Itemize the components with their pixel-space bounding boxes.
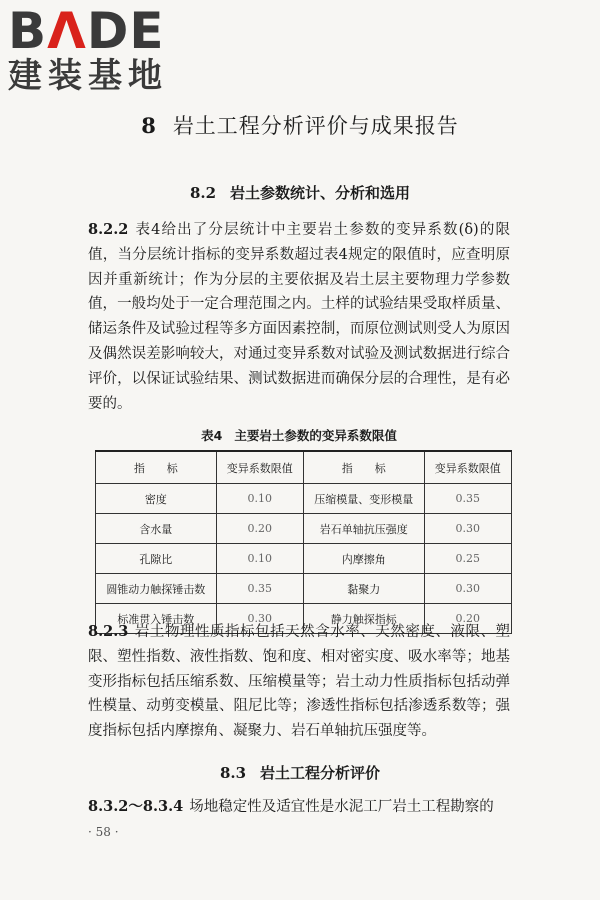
table-cell: 0.30	[424, 514, 511, 544]
section-heading-8-2	[0, 182, 600, 203]
table-cell: 黏聚力	[303, 574, 424, 604]
table-cell: 标准贯入锤击数	[96, 604, 217, 634]
table-number: 表4	[201, 428, 223, 443]
table-title: 主要岩土参数的变异系数限值	[234, 428, 397, 443]
table-cell: 含水量	[96, 514, 217, 544]
clause-number: 8.2.3	[88, 623, 129, 640]
chapter-number: 8	[141, 113, 157, 138]
table-header-cell: 指 标	[303, 451, 424, 484]
table-cell: 内摩擦角	[303, 544, 424, 574]
chapter-title-text: 岩土工程分析评价与成果报告	[172, 114, 459, 138]
bade-logo	[8, 4, 178, 96]
table-cell: 0.10	[216, 484, 303, 514]
paragraph-8-3-2	[88, 795, 510, 820]
table-cell: 0.20	[424, 604, 511, 634]
table-cell: 圆锥动力触探锤击数	[96, 574, 217, 604]
section-heading-8-3	[0, 762, 600, 783]
table-row	[96, 574, 512, 604]
table-cell: 岩石单轴抗压强度	[303, 514, 424, 544]
table-cell: 静力触探指标	[303, 604, 424, 634]
section-title: 岩土参数统计、分析和选用	[230, 184, 411, 202]
section-number: 8.3	[219, 764, 247, 782]
table-header-cell: 变异系数限值	[216, 451, 303, 484]
table-cell: 0.35	[424, 484, 511, 514]
page-number: · 58 ·	[88, 825, 119, 839]
paragraph-text: 表4给出了分层统计中主要岩土参数的变异系数(δ)的限值，当分层统计指标的变异系数超过表4规定的限值时，应查明原因并重新统计；作为分层的主要依据及岩土层主要物理力学参数值，一般均处于一定合理范围之内。土样的试验结果受取样质量、储运条件及试验过程等多方面因素控制，而原位测试则受人为原因及偶然误差影响较大，对通过变异系数对试验及测试数据进行综合评价，以保证试验结果、测试数据进而确保分层的合理性，是有必要的。	[88, 222, 510, 412]
table-cell: 0.30	[424, 574, 511, 604]
table-row	[96, 484, 512, 514]
table-row	[96, 544, 512, 574]
table-cell: 0.30	[216, 604, 303, 634]
paragraph-text: 场地稳定性及适宜性是水泥工厂岩土工程勘察的	[189, 799, 494, 815]
table-header-cell: 变异系数限值	[424, 451, 511, 484]
section-title: 岩土工程分析评价	[260, 764, 381, 782]
variation-coefficient-table	[95, 450, 512, 634]
logo-latin-text: BΛDE	[8, 2, 165, 60]
table-cell: 0.20	[216, 514, 303, 544]
table-header-row	[96, 451, 512, 484]
table-caption	[88, 426, 510, 444]
table-cell: 0.25	[424, 544, 511, 574]
clause-number: 8.3.2～8.3.4	[88, 798, 184, 815]
table-cell: 0.35	[216, 574, 303, 604]
logo-chinese-text: 建装基地	[8, 56, 168, 96]
table-cell: 密度	[96, 484, 217, 514]
chapter-title	[0, 110, 600, 140]
table-cell: 压缩模量、变形模量	[303, 484, 424, 514]
table-header-cell: 指 标	[96, 451, 217, 484]
paragraph-8-2-2	[88, 218, 510, 416]
section-number: 8.2	[189, 184, 217, 202]
paragraph-8-2-3	[88, 620, 510, 744]
table-row	[96, 514, 512, 544]
paragraph-text: 岩土物理性质指标包括天然含水率、天然密度、液限、塑限、塑性指数、液性指数、饱和度、相对密实度、吸水率等；地基变形指标包括压缩系数、压缩模量等；岩土动力性质指标包括动弹性模量、动剪变模量、阻尼比等；渗透性指标包括渗透系数等；强度指标包括内摩擦角、凝聚力、岩石单轴抗压强度等。	[88, 624, 510, 740]
table-cell: 0.10	[216, 544, 303, 574]
table-cell: 孔隙比	[96, 544, 217, 574]
clause-number: 8.2.2	[88, 221, 129, 238]
